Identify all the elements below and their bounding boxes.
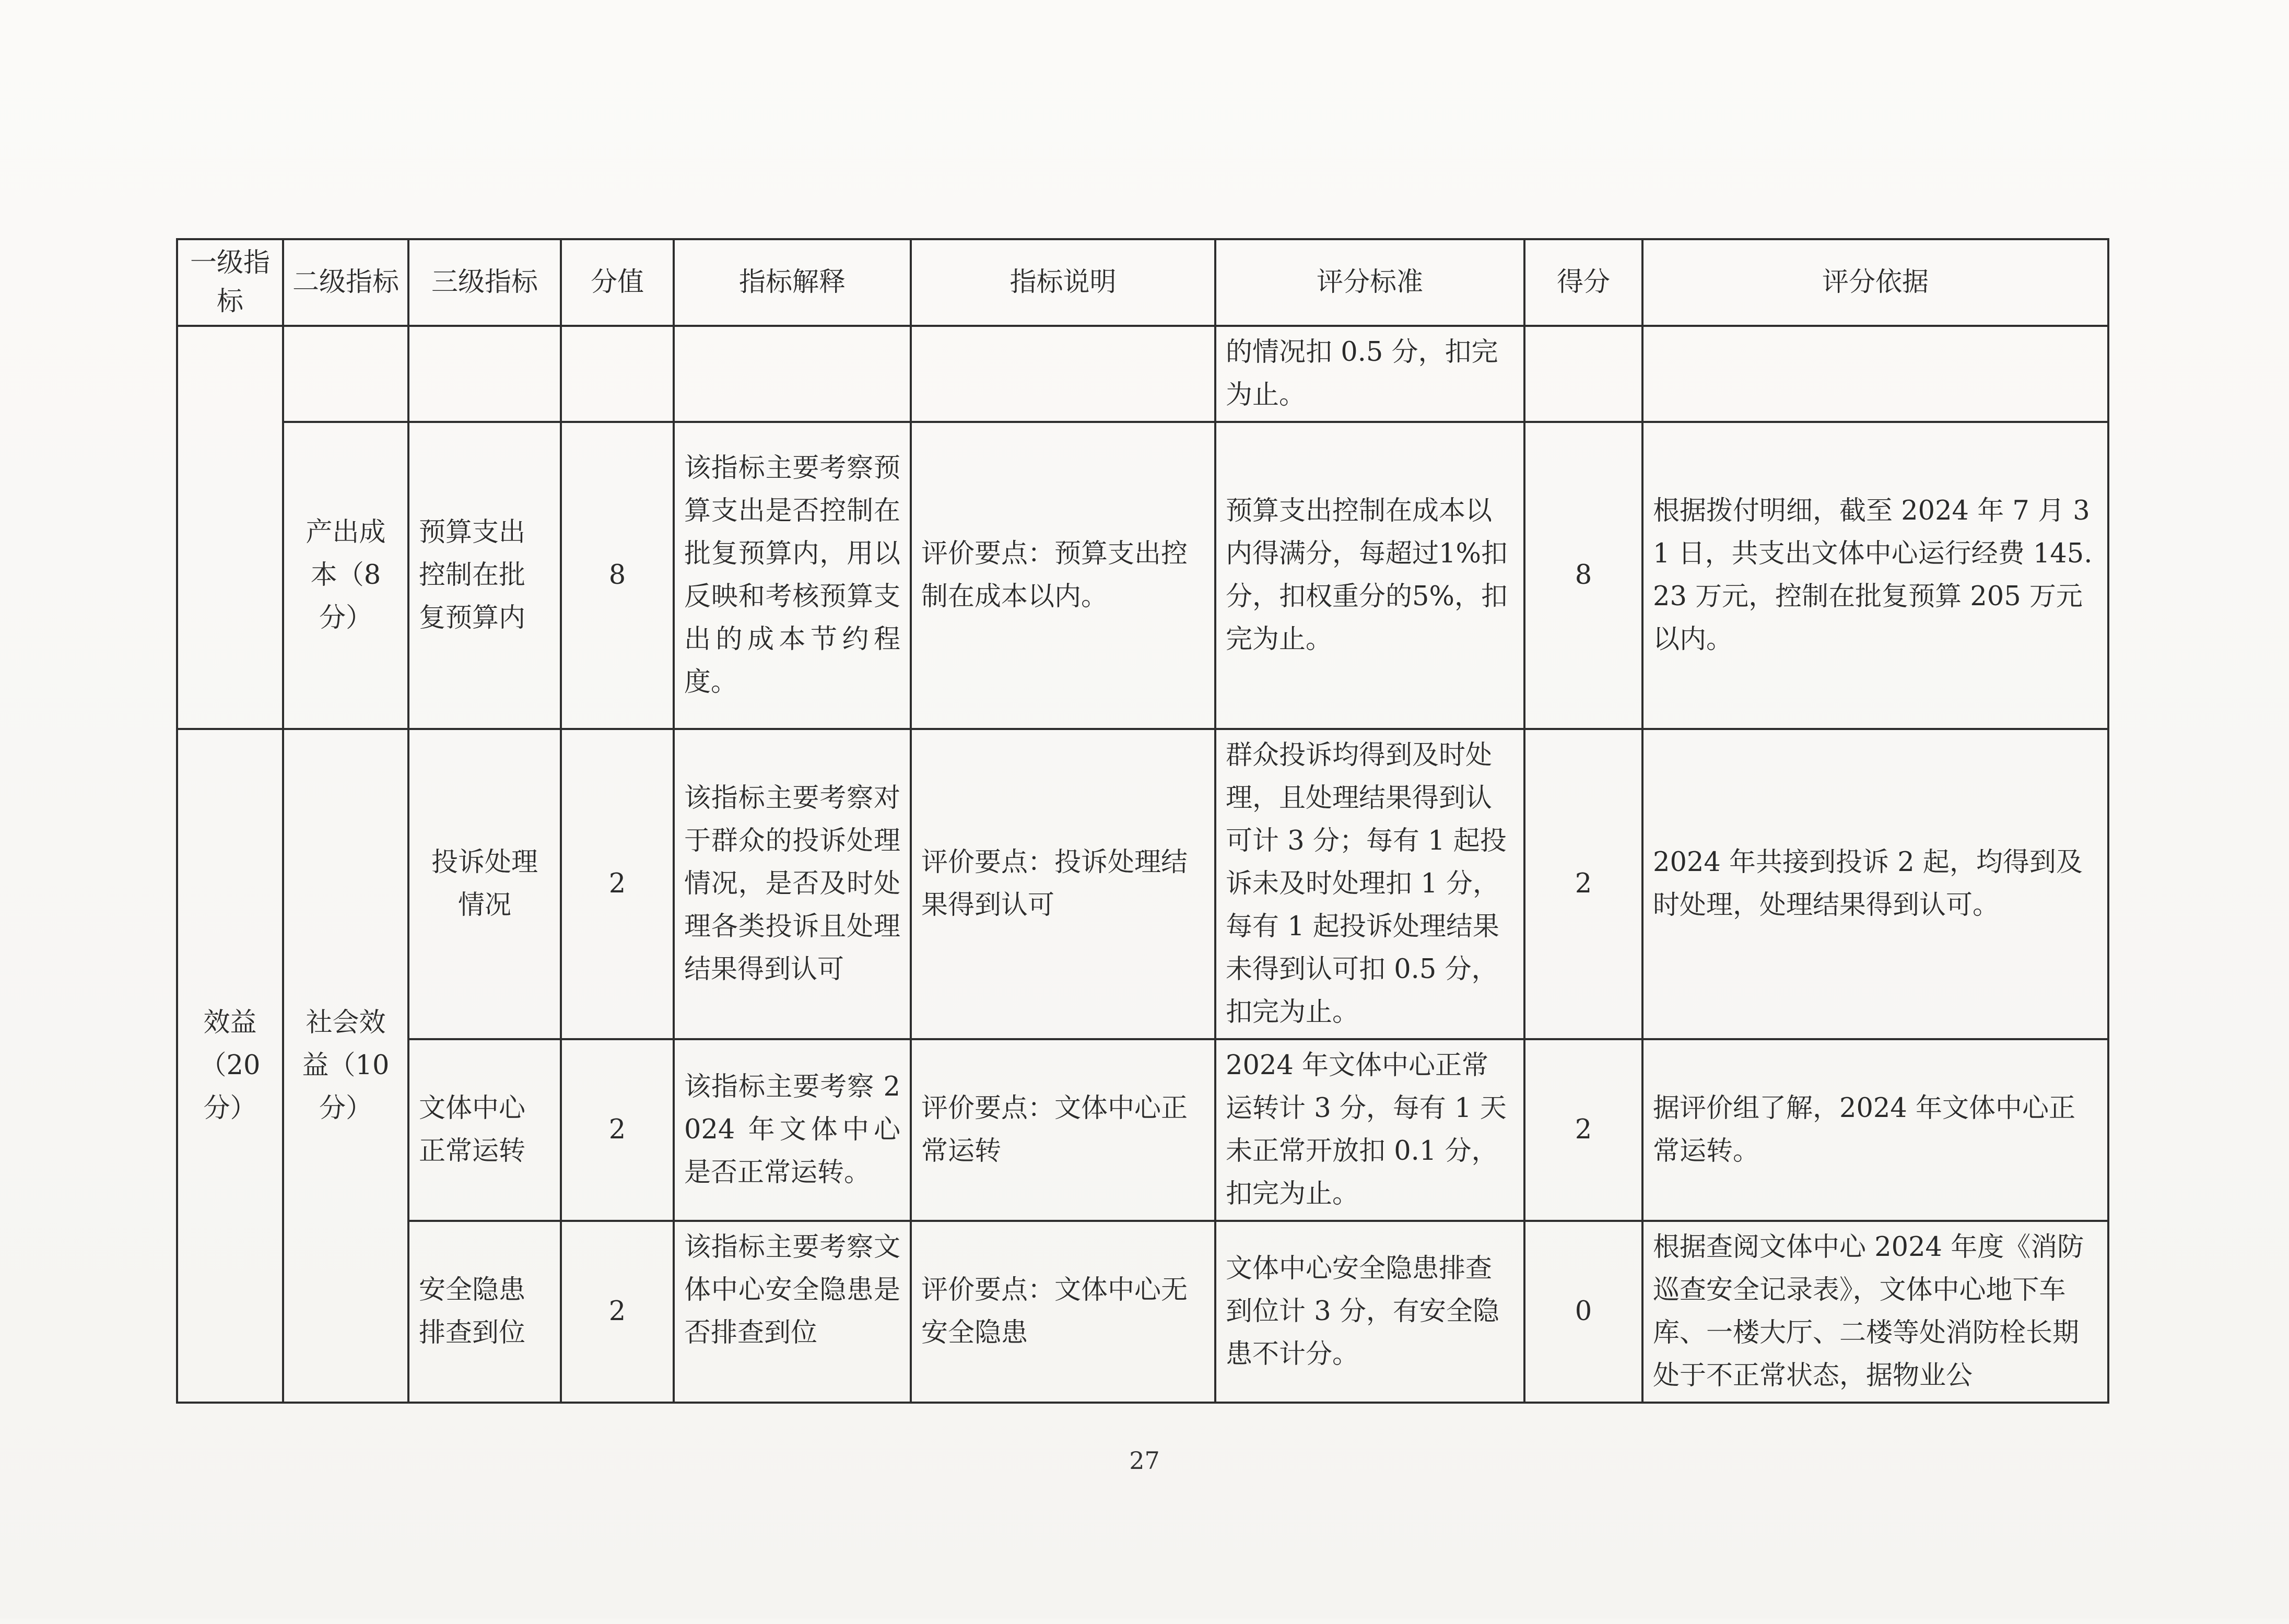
header-score: 得分: [1524, 239, 1642, 326]
note-cell-empty: [911, 326, 1215, 422]
header-level1: 一级指标: [177, 239, 283, 326]
page-number: 27: [1129, 1446, 1160, 1475]
standard-cell-cost: 预算支出控制在成本以内得满分，每超过1%扣分，扣权重分的5%，扣完为止。: [1215, 422, 1524, 729]
evaluation-table: [176, 238, 2109, 1404]
standard-cell-complaint: 群众投诉均得到及时处理，且处理结果得到认可计 3 分；每有 1 起投诉未及时处理扣 1 分，每有 1 起投诉处理结果未得到认可扣 0.5 分，扣完为止。: [1215, 729, 1524, 1039]
table-row-running: [177, 1039, 2108, 1221]
basis-cell-empty: [1642, 326, 2108, 422]
header-level2: 二级指标: [283, 239, 408, 326]
points-cell-cost: 8: [561, 422, 674, 729]
standard-cell-continued: 的情况扣 0.5 分，扣完为止。: [1215, 326, 1524, 422]
score-cell-safety: 0: [1524, 1221, 1642, 1403]
level3-cell-safety: 安全隐患排查到位: [408, 1221, 561, 1403]
score-cell-empty: [1524, 326, 1642, 422]
explanation-cell-empty: [674, 326, 911, 422]
standard-cell-safety: 文体中心安全隐患排查到位计 3 分，有安全隐患不计分。: [1215, 1221, 1524, 1403]
score-cell-cost: 8: [1524, 422, 1642, 729]
table-row-cost: [177, 422, 2108, 729]
header-points: 分值: [561, 239, 674, 326]
basis-cell-safety: 根据查阅文体中心 2024 年度《消防巡查安全记录表》，文体中心地下车库、一楼大厅、二楼等处消防栓长期处于不正常状态，据物业公: [1642, 1221, 2108, 1403]
explanation-cell-safety: 该指标主要考察文体中心安全隐患是否排查到位: [674, 1221, 911, 1403]
header-explanation: 指标解释: [674, 239, 911, 326]
note-cell-cost: 评价要点：预算支出控制在成本以内。: [911, 422, 1215, 729]
points-cell-running: 2: [561, 1039, 674, 1221]
header-level3: 三级指标: [408, 239, 561, 326]
explanation-cell-running: 该指标主要考察 2024 年文体中心是否正常运转。: [674, 1039, 911, 1221]
standard-cell-running: 2024 年文体中心正常运转计 3 分，每有 1 天未正常开放扣 0.1 分，扣完为止。: [1215, 1039, 1524, 1221]
level3-cell-cost: 预算支出控制在批复预算内: [408, 422, 561, 729]
header-row: [177, 239, 2108, 326]
level2-cell-cost: 产出成本（8分）: [283, 422, 408, 729]
basis-cell-cost: 根据拨付明细，截至 2024 年 7 月 31 日，共支出文体中心运行经费 145.23 万元，控制在批复预算 205 万元以内。: [1642, 422, 2108, 729]
points-cell-complaint: 2: [561, 729, 674, 1039]
header-basis: 评分依据: [1642, 239, 2108, 326]
table-row-safety: [177, 1221, 2108, 1403]
level1-cell-benefit: 效益（20分）: [177, 729, 283, 1403]
red-stamp-fragment: [1138, 1593, 1452, 1624]
note-cell-safety: 评价要点：文体中心无安全隐患: [911, 1221, 1215, 1403]
basis-cell-running: 据评价组了解，2024 年文体中心正常运转。: [1642, 1039, 2108, 1221]
table-row-complaint: [177, 729, 2108, 1039]
level3-cell-running: 文体中心正常运转: [408, 1039, 561, 1221]
explanation-cell-complaint: 该指标主要考察对于群众的投诉处理情况，是否及时处理各类投诉且处理结果得到认可: [674, 729, 911, 1039]
level1-cell-empty: [177, 326, 283, 729]
level3-cell-complaint: 投诉处理情况: [408, 729, 561, 1039]
note-cell-complaint: 评价要点：投诉处理结果得到认可: [911, 729, 1215, 1039]
level2-cell-empty: [283, 326, 408, 422]
note-cell-running: 评价要点：文体中心正常运转: [911, 1039, 1215, 1221]
points-cell-safety: 2: [561, 1221, 674, 1403]
level2-cell-social-benefit: 社会效益（10分）: [283, 729, 408, 1403]
table-row-continued: [177, 326, 2108, 422]
score-cell-complaint: 2: [1524, 729, 1642, 1039]
basis-cell-complaint: 2024 年共接到投诉 2 起，均得到及时处理，处理结果得到认可。: [1642, 729, 2108, 1039]
level3-cell-empty: [408, 326, 561, 422]
score-cell-running: 2: [1524, 1039, 1642, 1221]
points-cell-empty: [561, 326, 674, 422]
header-note: 指标说明: [911, 239, 1215, 326]
explanation-cell-cost: 该指标主要考察预算支出是否控制在批复预算内，用以反映和考核预算支出的成本节约程度。: [674, 422, 911, 729]
header-standard: 评分标准: [1215, 239, 1524, 326]
